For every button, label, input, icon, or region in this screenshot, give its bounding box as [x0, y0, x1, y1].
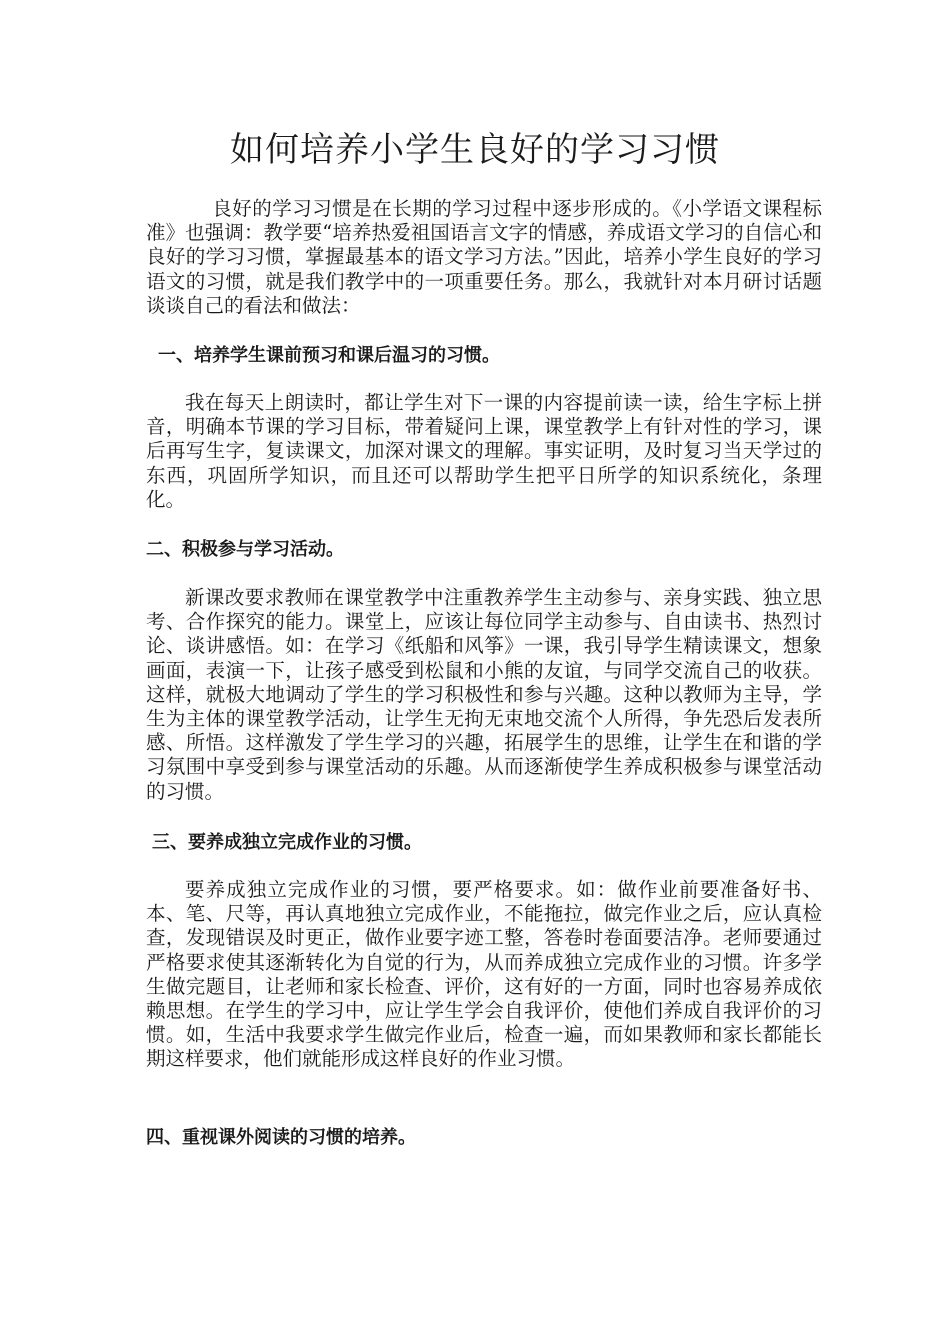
section-paragraph-3: 要养成独立完成作业的习惯，要严格要求。如：做作业前要准备好书、本、笔、尺等，再认真地独立完成作业，不能拖拉，做完作业之后，应认真检查，发现错误及时更正，做作业要字迹工整，答卷时卷面要洁净。老师要通过严格要求使其逐渐转化为自觉的行为，从而养成独立完成作业的习惯。许多学生做完题目，让老师和家长检查、评价，这有好的一方面，同时也容易养成依赖思想。在学生的学习中，应让学生学会自我评价，使他们养成自我评价的习惯。如，生活中我要求学生做完作业后，检查一遍，而如果教师和家长都能长期这样要求，他们就能形成这样良好的作业习惯。: [146, 878, 822, 1071]
section-heading-3: 三、要养成独立完成作业的习惯。: [152, 832, 422, 853]
section-heading-2: 二、积极参与学习活动。: [146, 539, 344, 560]
section-paragraph-2: 新课改要求教师在课堂教学中注重教养学生主动参与、亲身实践、独立思考、合作探究的能力。课堂上，应该让每位同学主动参与、自由读书、热烈讨论、谈讲感悟。如：在学习《纸船和风筝》一课，我引导学生精读课文，想象画面，表演一下，让孩子感受到松鼠和小熊的友谊，与同学交流自己的收获。这样，就极大地调动了学生的学习积极性和参与兴趣。这种以教师为主导，学生为主体的课堂教学活动，让学生无拘无束地交流个人所得，争先恐后发表所感、所悟。这样激发了学生学习的兴趣，拓展学生的思维，让学生在和谐的学习氛围中享受到参与课堂活动的乐趣。从而逐渐使学生养成积极参与课堂活动的习惯。: [146, 586, 822, 803]
section-heading-1: 一、培养学生课前预习和课后温习的习惯。: [158, 345, 500, 366]
section-paragraph-1: 我在每天上朗读时，都让学生对下一课的内容提前读一读，给生字标上拼音，明确本节课的学习目标，带着疑问上课，课堂教学上有针对性的学习，课后再写生字，复读课文，加深对课文的理解。事实证明，及时复习当天学过的东西，巩固所学知识，而且还可以帮助学生把平日所学的知识系统化，条理化。: [146, 391, 822, 511]
intro-paragraph: 良好的学习习惯是在长期的学习过程中逐步形成的。《小学语文课程标准》也强调：教学要“培养热爱祖国语言文字的情感，养成语文学习的自信心和良好的学习习惯，掌握最基本的语文学习方法。”因此，培养小学生良好的学习语文的习惯，就是我们教学中的一项重要任务。那么，我就针对本月研讨话题谈谈自己的看法和做法：: [146, 197, 822, 317]
page-title: 如何培养小学生良好的学习习惯: [230, 130, 720, 170]
section-heading-4: 四、重视课外阅读的习惯的培养。: [146, 1127, 416, 1148]
